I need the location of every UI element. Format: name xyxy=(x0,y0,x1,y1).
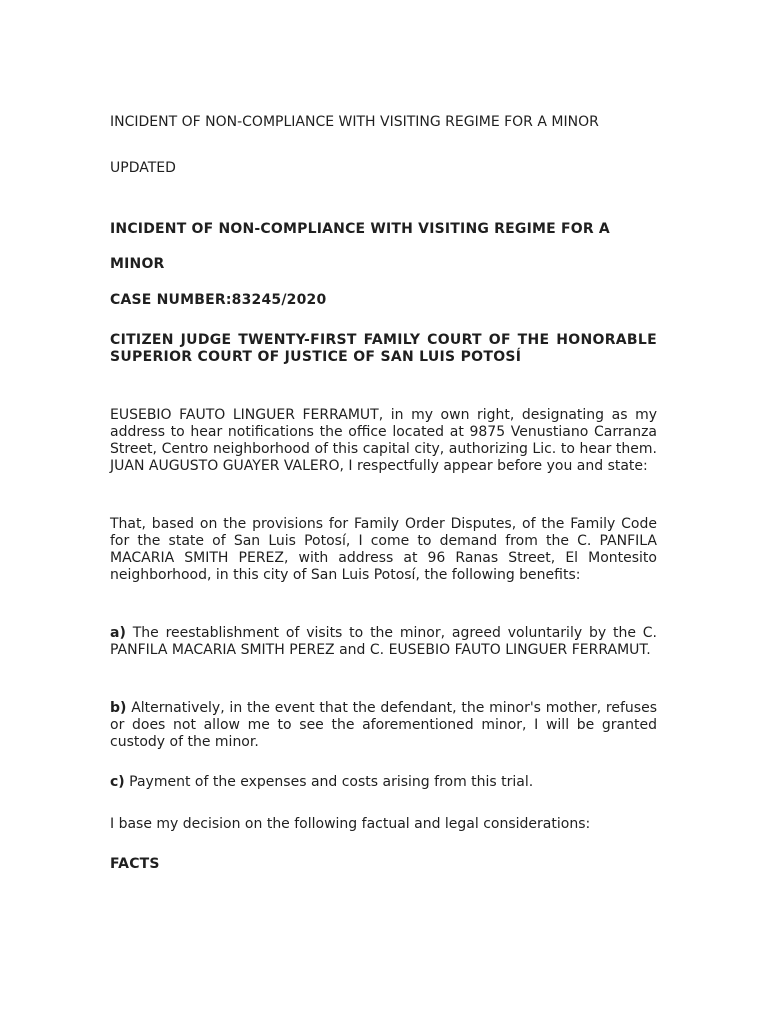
demand-paragraph: That, based on the provisions for Family Order Disputes, of the Family Code for the state of San Luis Potosí, I come to demand from the C. PANFILA MACARIA SMITH PEREZ, with address at 96 Ranas Street, El Montesito neighborhood, in this city of San Luis Potosí, the following benefits: xyxy=(110,516,657,583)
benefit-b xyxy=(110,700,657,751)
heading-line-1: INCIDENT OF NON-COMPLIANCE WITH VISITING REGIME FOR A xyxy=(110,221,610,237)
heading-line-2: MINOR xyxy=(110,256,165,272)
benefit-b-text: Alternatively, in the event that the defendant, the minor's mother, refuses or does not allow me to see the aforementioned minor, I will be granted custody of the minor. xyxy=(110,700,657,750)
benefit-c-label: c) xyxy=(110,774,125,790)
benefit-c xyxy=(110,774,657,791)
benefit-c-text: Payment of the expenses and costs arising from this trial. xyxy=(124,774,534,790)
document-page xyxy=(110,0,657,1024)
addressee-block: CITIZEN JUDGE TWENTY-FIRST FAMILY COURT OF THE HONORABLE SUPERIOR COURT OF JUSTICE OF SAN LUIS POTOSÍ xyxy=(110,332,657,365)
benefit-a-text: The reestablishment of visits to the minor, agreed voluntarily by the C. PANFILA MACARIA SMITH PEREZ and C. EUSEBIO FAUTO LINGUER FERRAMUT. xyxy=(110,625,657,658)
benefit-b-label: b) xyxy=(110,700,127,716)
considerations-line: I base my decision on the following factual and legal considerations: xyxy=(110,816,591,832)
facts-heading: FACTS xyxy=(110,856,160,872)
updated-label: UPDATED xyxy=(110,160,176,176)
case-number: CASE NUMBER:83245/2020 xyxy=(110,292,327,308)
benefit-a-label: a) xyxy=(110,625,126,641)
intro-paragraph: EUSEBIO FAUTO LINGUER FERRAMUT, in my own right, designating as my address to hear notifications the office located at 9875 Venustiano Carranza Street, Centro neighborhood of this capital city, authorizing Lic. to hear them. JUAN AUGUSTO GUAYER VALERO, I respectfully appear before you and state: xyxy=(110,407,657,474)
benefit-a xyxy=(110,625,657,659)
document-title: INCIDENT OF NON-COMPLIANCE WITH VISITING REGIME FOR A MINOR xyxy=(110,114,599,130)
